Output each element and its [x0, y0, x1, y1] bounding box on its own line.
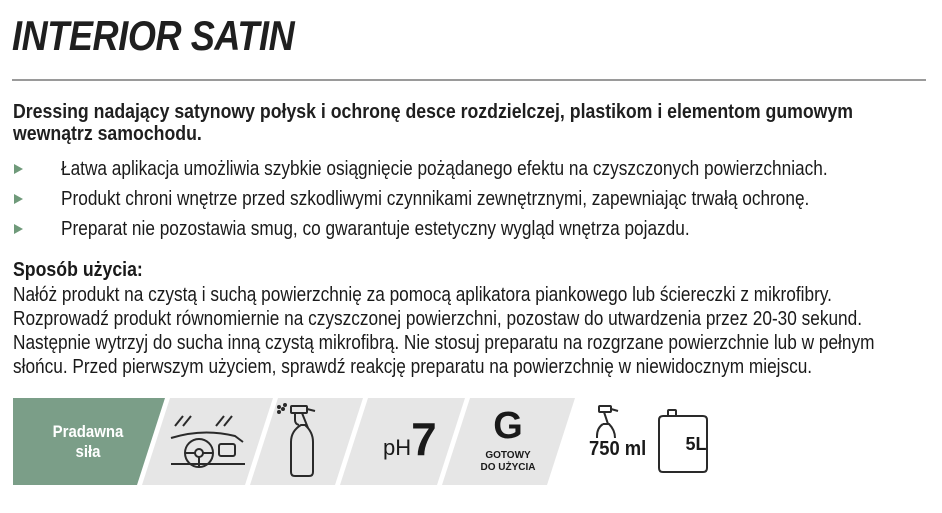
- volume-small: 750 ml: [589, 438, 647, 460]
- feature-text: Produkt chroni wnętrze przed szkodliwymi czynnikami zewnętrznymi, zapewniając trwałą ochronę.: [61, 188, 810, 210]
- ready-to-use-text: [468, 450, 548, 474]
- triangle-bullet-icon: [14, 224, 23, 234]
- badge-line: Pradawna: [52, 422, 124, 441]
- badge-label: [22, 422, 154, 462]
- ready-line: DO UŻYCIA: [480, 462, 536, 473]
- triangle-bullet-icon: [14, 164, 23, 174]
- small-bottle-icon: [597, 406, 618, 438]
- product-lead: Dressing nadający satynowy połysk i ochronę desce rozdzielczej, plastikom i elementom gumowym wewnątrz samochodu.: [13, 101, 854, 145]
- ph-indicator: [383, 413, 437, 465]
- feature-text: Preparat nie pozostawia smug, co gwarantuje estetyczny wygląd wnętrza pojazdu.: [61, 218, 690, 240]
- ph-label: pH: [383, 435, 412, 460]
- usage-line: Następnie wytrzyj do sucha inną czystą mikrofibrą. Nie stosuj preparatu na rozgrzane powierzchnie lub w pełnym: [13, 332, 875, 354]
- product-icons-strip: [13, 398, 942, 485]
- badge-line: siła: [75, 442, 101, 461]
- volume-large: 5L: [685, 434, 707, 454]
- feature-text: Łatwa aplikacja umożliwia szybkie osiągnięcie pożądanego efektu na czyszczonych powierzchniach.: [61, 158, 828, 180]
- title-divider: [12, 79, 926, 81]
- usage-line: Nałóż produkt na czystą i suchą powierzchnię za pomocą aplikatora piankowego lub ściereczki z mikrofibry.: [13, 284, 832, 306]
- usage-line: Rozprowadź produkt równomiernie na czyszczonej powierzchni, pozostaw do utwardzenia przez 20-30 sekund.: [13, 308, 863, 330]
- usage-heading: Sposób użycia:: [13, 259, 143, 281]
- usage-line: słońcu. Przed pierwszym użyciem, sprawdź reakcję preparatu na powierzchnię w niewidocznym miejscu.: [13, 356, 813, 378]
- ready-line: GOTOWY: [485, 450, 531, 461]
- triangle-bullet-icon: [14, 194, 23, 204]
- ph-value: 7: [411, 413, 437, 465]
- usage-instructions: [13, 283, 909, 379]
- ready-to-use-letter: G: [493, 405, 523, 447]
- product-title: INTERIOR SATIN: [12, 12, 295, 59]
